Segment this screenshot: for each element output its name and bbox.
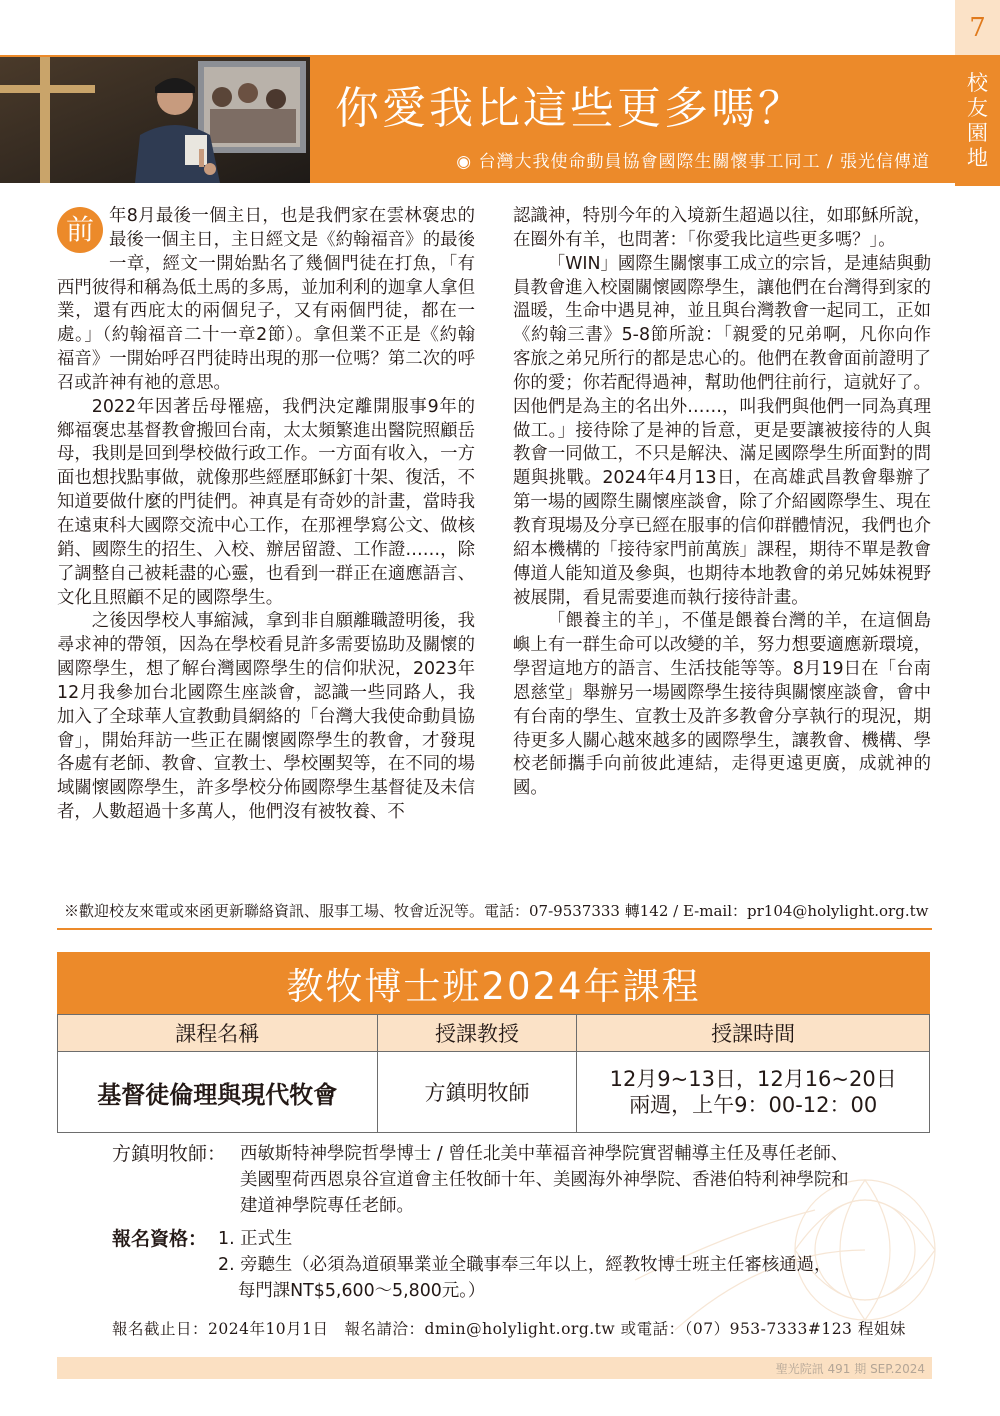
registration-requirements	[218, 1226, 918, 1304]
table-header-cell: 課程名稱	[58, 1015, 378, 1052]
table-header-row	[58, 1015, 930, 1052]
section-tab-char: 園	[967, 120, 988, 145]
section-tab-char: 校	[967, 70, 988, 95]
speaker-photo-illustration	[0, 57, 310, 183]
table-header-cell: 授課教授	[377, 1015, 577, 1052]
article-byline: ◉ 台灣大我使命動員協會國際生關懷事工同工 / 張光信傳道	[456, 152, 930, 172]
page-number: 7	[955, 0, 1000, 55]
contact-note: ※歡迎校友來電或來函更新聯絡資訊、服事工場、牧會近況等。電話：07-9537333 轉142 / E-mail：pr104@holylight.org.tw	[64, 902, 929, 920]
course-time-line: 兩週，上午9：00-12：00	[629, 1093, 878, 1117]
article-paragraph: 認識神，特別今年的入境新生超過以往，如耶穌所說，在圈外有羊，也問著：「你愛我比這些更多嗎？」。	[513, 206, 931, 250]
drop-cap: 前	[57, 207, 103, 253]
registration-deadline: 報名截止日：2024年10月1日 報名請洽：dmin@holylight.org.tw 或電話：（07）953-7333#123 程姐妹	[112, 1320, 906, 1338]
course-name: 基督徒倫理與現代牧會	[58, 1052, 378, 1133]
course-time-line: 12月9~13日，12月16~20日	[609, 1067, 897, 1091]
teacher-bio-line: 西敏斯特神學院哲學博士 / 曾任北美中華福音神學院實習輔導主任及專任老師、	[240, 1144, 849, 1164]
course-time	[577, 1052, 930, 1133]
teacher-label: 方鎮明牧師：	[112, 1143, 227, 1165]
teacher-bio	[240, 1141, 920, 1219]
registration-line: 1. 正式生	[218, 1229, 293, 1249]
paragraph-text: 年8月最後一個主日，也是我們家在雲林褒忠的最後一個主日，主日經文是《約翰福音》的最後一章，經文一開始點名了幾個門徒在打魚，「有西門彼得和稱為低土馬的多馬，並加利利的迦拿人拿但業，還有西庇太的兩個兒子，又有兩個門徒，都在一處。」（約翰福音二十一章2節）。拿但業不正是《約翰福音》一開始呼召門徒時出現的那一位嗎？第二次的呼召或許神有祂的意思。	[57, 206, 475, 393]
course-table	[57, 1014, 930, 1133]
article-column-left	[57, 205, 475, 825]
article-column-right	[513, 205, 931, 801]
course-professor: 方鎮明牧師	[377, 1052, 577, 1133]
section-divider	[57, 928, 932, 930]
table-row	[58, 1052, 930, 1133]
section-tab	[955, 55, 1000, 186]
speaker-photo	[0, 57, 310, 183]
section-tab-char: 地	[967, 145, 988, 170]
registration-line: 2. 旁聽生（必須為道碩畢業並全職事奉三年以上，經教牧博士班主任審核通過，	[218, 1255, 832, 1275]
teacher-bio-line: 建道神學院專任老師。	[240, 1196, 414, 1216]
registration-label: 報名資格：	[112, 1228, 208, 1250]
registration-line: 每門課NT$5,600～5,800元。）	[238, 1281, 486, 1301]
article-paragraph: 「餵養主的羊」，不僅是餵養台灣的羊，在這個島嶼上有一群生命可以改變的羊，努力想要適應新環境，學習這地方的語言、生活技能等等。8月19日在「台南恩慈堂」舉辦另一場國際學生接待與關懷座談會，會中有台南的學生、宣教士及許多教會分享執行的現況，期待更多人關心越來越多的國際學生，讓教會、機構、學校老師攜手向前彼此連結，走得更遠更廣，成就神的國。	[513, 611, 931, 799]
footer-issue: 聖光院訊 491 期 SEP.2024	[775, 1362, 925, 1376]
article-paragraph: 之後因學校人事縮減，拿到非自願離職證明後，我尋求神的帶領，因為在學校看見許多需要協助及關懷的國際學生，想了解台灣國際學生的信仰狀況，2023年12月我參加台北國際生座談會，認識一些同路人，我加入了全球華人宣教動員網絡的「台灣大我使命動員協會」，開始拜訪一些正在關懷國際學生的教會，才發現各處有老師、教會、宣教士、學校團契等，在不同的場域關懷國際學生，許多學校分佈國際學生基督徒及未信者，人數超過十多萬人，他們沒有被牧養、不	[57, 611, 475, 823]
course-title: 教牧博士班2024年課程	[286, 965, 701, 1008]
table-header-cell: 授課時間	[577, 1015, 930, 1052]
article-paragraph: 「WIN」國際生關懷事工成立的宗旨，是連結與動員教會進入校園關懷國際學生，讓他們在台灣得到家的溫暖，生命中遇見神，並且與台灣教會一起同工，正如《約翰三書》5-8節所說：「親愛的兄弟啊，凡你向作客旅之弟兄所行的都是忠心的。他們在教會面前證明了你的愛；你若配得過神，幫助他們往前行，這就好了。因他們是為主的名出外……，叫我們與他們一同為真理做工。」接待除了是神的旨意，更是要讓被接待的人與教會一同做工，不只是解決、滿足國際學生所面對的問題與挑戰。2024年4月13日，在高雄武昌教會舉辦了第一場的國際生關懷座談會，除了介紹國際學生、現在教育現場及分享已經在服事的信仰群體情況，我們也介紹本機構的「接待家門前萬族」課程，期待不單是教會傳道人能知道及參與，也期待本地教會的弟兄姊妹視野被展開，看見需要進而執行接待計畫。	[513, 253, 931, 608]
section-tab-char: 友	[967, 95, 988, 120]
article-paragraph: 2022年因著岳母罹癌，我們決定離開服事9年的鄉福褒忠基督教會搬回台南，太太頻繁進出醫院照顧岳母，我則是回到學校做行政工作。一方面有收入，一方面也想找點事做，就像那些經歷耶穌釘十架、復活，不知道要做什麼的門徒們。神真是有奇妙的計畫，當時我在遠東科大國際交流中心工作，在那裡學寫公文、做核銷、國際生的招生、入校、辦居留證、工作證……，除了調整自己被耗盡的心靈，也看到一群正在適應語言、文化且照顧不足的國際學生。	[57, 396, 475, 608]
article-title: 你愛我比這些更多嗎？	[335, 83, 805, 134]
article-paragraph	[57, 205, 475, 396]
teacher-bio-line: 美國聖荷西恩泉谷宣道會主任牧師十年、美國海外神學院、香港伯特利神學院和	[240, 1170, 849, 1190]
